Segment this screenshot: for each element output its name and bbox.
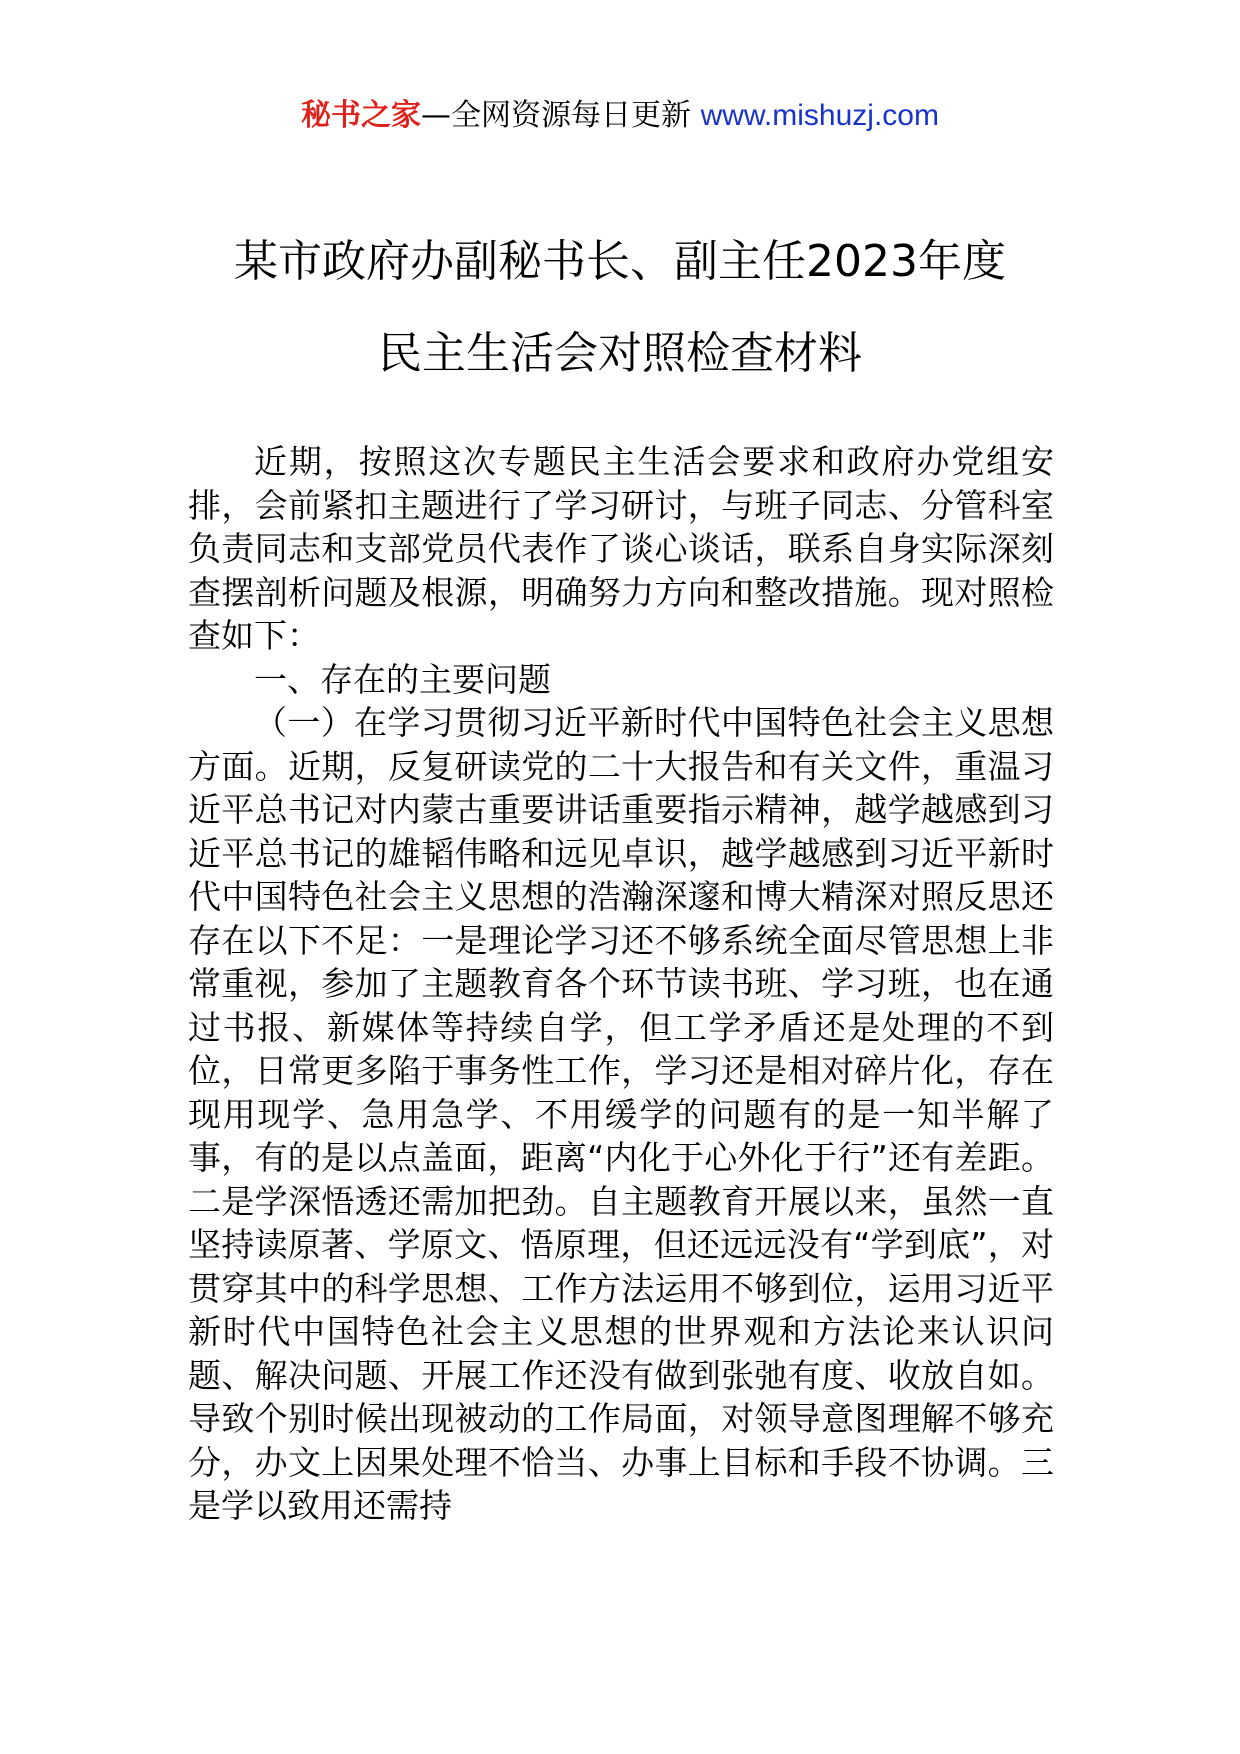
section-heading: 一、存在的主要问题 — [254, 659, 551, 699]
body-paragraph: （一）在学习贯彻习近平新时代中国特色社会主义思想方面。近期，反复研读党的二十大报告和有关文件，重温习近平总书记对内蒙古重要讲话重要指示精神，越学越感到习近平总书记的雄韬伟略和远见卓识，越学越感到习近平新时代中国特色社会主义思想的浩瀚深邃和博大精深对照反思还存在以下不足：一是理论学习还不够系统全面尽管思想上非常重视，参加了主题教育各个环节读书班、学习班，也在通过书报、新媒体等持续自学，但工学矛盾还是处理的不到位，日常更多陷于事务性工作，学习还是相对碎片化，存在现用现学、急用急学、不用缓学的问题有的是一知半解了事，有的是以点盖面，距离“内化于心外化于行”还有差距。二是学深悟透还需加把劲。自主题教育开展以来，虽然一直坚持读原著、学原文、悟原理，但还远远没有“学到底”，对贯穿其中的科学思想、工作方法运用不够到位，运用习近平新时代中国特色社会主义思想的世界观和方法论来认识问题、解决问题、开展工作还没有做到张弛有度、收放自如。导致个别时候出现被动的工作局面，对领导意图理解不够充分，办文上因果处理不恰当、办事上目标和手段不协调。三是学以致用还需持 — [188, 703, 1054, 1525]
site-brand: 秘书之家 — [301, 98, 422, 133]
site-url-link[interactable]: www.mishuzj.com — [700, 99, 939, 132]
site-header — [0, 96, 1240, 136]
document-body — [188, 440, 1054, 1528]
site-tagline: —全网资源每日更新 — [421, 98, 701, 133]
document-title-line-1: 某市政府办副秘书长、副主任2023年度 — [234, 236, 1006, 287]
document-title-line-2: 民主生活会对照检查材料 — [378, 328, 862, 379]
intro-paragraph: 近期，按照这次专题民主生活会要求和政府办党组安排，会前紧扣主题进行了学习研讨，与班子同志、分管科室负责同志和支部党员代表作了谈心谈话，联系自身实际深刻查摆剖析问题及根源，明确努力方向和整改措施。现对照检查如下： — [188, 442, 1054, 655]
